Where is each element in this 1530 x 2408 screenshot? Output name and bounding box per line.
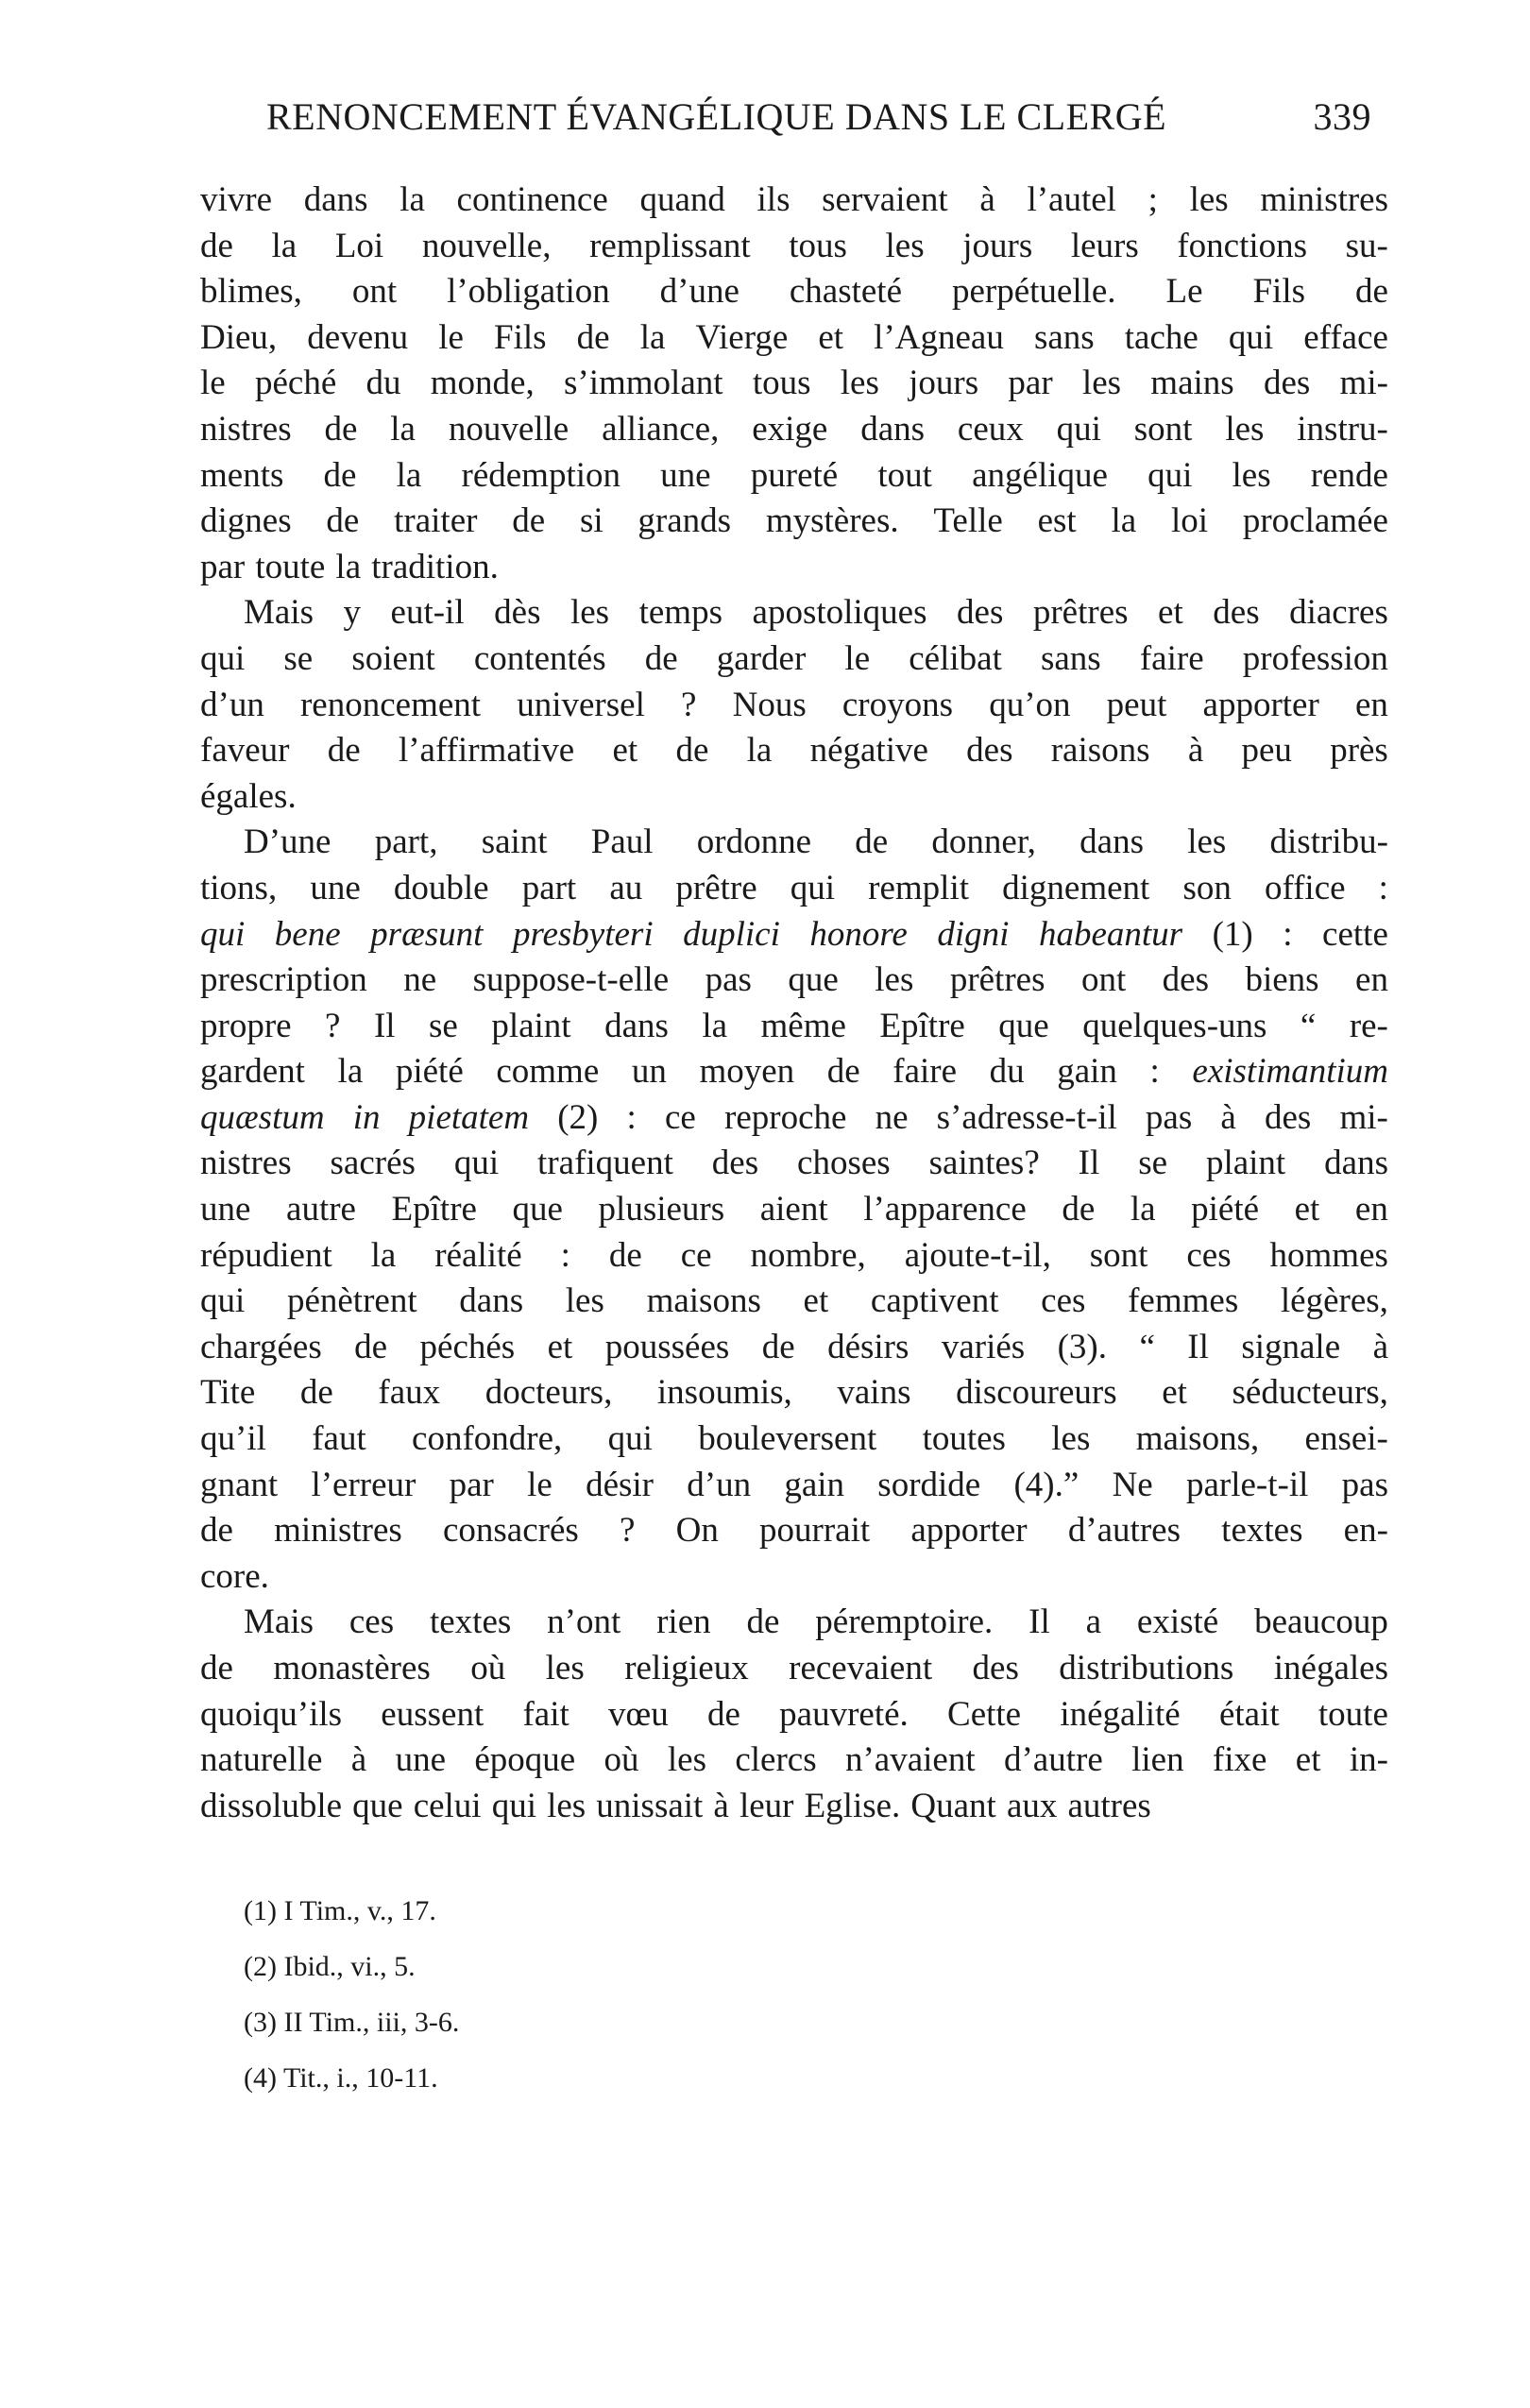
text-line: ments de la rédemption une pureté tout angélique qui les rende: [200, 455, 1388, 495]
text-line: qu’il faut confondre, qui bouleversent toutes les maisons, ensei-: [200, 1419, 1388, 1459]
text-line: égales.: [200, 776, 297, 816]
page-header: [266, 94, 1371, 139]
text-line: répudient la réalité : de ce nombre, ajoute-t-il, sont ces hommes: [200, 1235, 1388, 1275]
text-line: quæstum in pietatem (2) : ce reproche ne s’adresse-t-il pas à des mi-: [200, 1097, 1388, 1137]
text-line: gardent la piété comme un moyen de faire du gain : existimantium: [200, 1052, 1388, 1092]
page-number: 339: [1313, 95, 1371, 138]
text-line: gnant l’erreur par le désir d’un gain sordide (4).” Ne parle-t-il pas: [200, 1465, 1388, 1504]
text-line: chargées de péchés et poussées de désirs variés (3). “ Il signale à: [200, 1327, 1388, 1366]
text-line: faveur de l’affirmative et de la négative des raisons à peu près: [200, 731, 1388, 771]
text-line: quoiqu’ils eussent fait vœu de pauvreté. Cette inégalité était toute: [200, 1694, 1388, 1734]
footnote: (4) Tit., i., 10-11.: [244, 2062, 438, 2094]
text-line: Dieu, devenu le Fils de la Vierge et l’Agneau sans tache qui efface: [200, 317, 1388, 357]
text-line: qui bene præsunt presbyteri duplici honore digni habeantur (1) : cette: [200, 914, 1388, 954]
text-line: naturelle à une époque où les clercs n’avaient d’autre lien fixe et in-: [200, 1740, 1388, 1780]
text-line: nistres de la nouvelle alliance, exige dans ceux qui sont les instru-: [200, 409, 1388, 449]
footnote: (3) II Tim., iii, 3-6.: [244, 2007, 460, 2038]
text-line: par toute la tradition.: [200, 547, 499, 586]
footnotes: [244, 1883, 459, 2106]
text-line: le péché du monde, s’immolant tous les jours par les mains des mi-: [200, 364, 1388, 403]
text-line: prescription ne suppose-t-elle pas que les prêtres ont des biens en: [200, 960, 1388, 1000]
text-line: de monastères où les religieux recevaient des distributions inégales: [200, 1649, 1388, 1687]
text-line: Mais y eut-il dès les temps apostoliques des prêtres et des diacres: [244, 593, 1388, 633]
text-line: dissoluble que celui qui les unissait à leur Eglise. Quant aux autres: [200, 1786, 1151, 1825]
text-line: tions, une double part au prêtre qui remplit dignement son office :: [200, 868, 1388, 907]
text-line: Tite de faux docteurs, insoumis, vains discoureurs et séducteurs,: [200, 1373, 1388, 1413]
running-title: RENONCEMENT ÉVANGÉLIQUE DANS LE CLERGÉ: [266, 95, 1167, 138]
text-line: propre ? Il se plaint dans la même Epître que quelques-uns “ re-: [200, 1006, 1388, 1045]
footnote: (1) I Tim., v., 17.: [244, 1895, 436, 1926]
text-line: D’une part, saint Paul ordonne de donner, dans les distribu-: [244, 822, 1388, 862]
footnote: (2) Ibid., vi., 5.: [244, 1951, 416, 1982]
text-line: qui se soient contentés de garder le célibat sans faire profession: [200, 638, 1388, 678]
text-line: de ministres consacrés ? On pourrait apporter d’autres textes en-: [200, 1511, 1388, 1551]
text-line: vivre dans la continence quand ils servaient à l’autel ; les ministres: [200, 180, 1388, 219]
text-line: une autre Epître que plusieurs aient l’apparence de la piété et en: [200, 1190, 1388, 1229]
text-line: d’un renoncement universel ? Nous croyons qu’on peut apporter en: [200, 685, 1388, 724]
text-line: qui pénètrent dans les maisons et captivent ces femmes légères,: [200, 1281, 1388, 1321]
text-line: blimes, ont l’obligation d’une chasteté perpétuelle. Le Fils de: [200, 272, 1388, 312]
text-line: dignes de traiter de si grands mystères. Telle est la loi proclamée: [200, 501, 1388, 541]
body-text: [200, 178, 1388, 1829]
text-line: nistres sacrés qui trafiquent des choses saintes? Il se plaint dans: [200, 1144, 1388, 1183]
text-line: core.: [200, 1556, 269, 1596]
text-line: Mais ces textes n’ont rien de péremptoire. Il a existé beaucoup: [244, 1603, 1388, 1642]
text-line: de la Loi nouvelle, remplissant tous les jours leurs fonctions su-: [200, 226, 1388, 265]
